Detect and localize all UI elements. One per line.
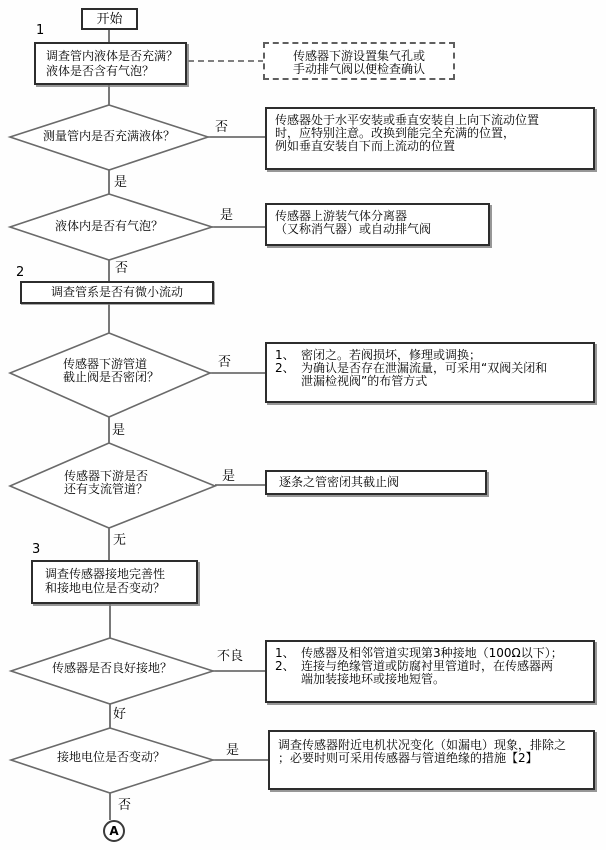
decision-bubbles-text: 液体内是否有气泡？	[54, 219, 164, 233]
result-box-gas-separator	[265, 203, 490, 246]
edge-label-d4-none: 无	[113, 533, 127, 548]
note-box-vent-line2: 手动排气阀以便检查确认	[292, 62, 425, 76]
process-box-micro-flow-text: 调查管系是否有微小流动	[50, 285, 183, 299]
item2-line2: 泄漏检视阀”的布管方式	[301, 374, 428, 388]
edge-label-d6-no: 否	[118, 798, 132, 813]
result-box-motor-leakage-line2: ；必要时则可采用传感器与管道绝缘的措施【2】	[278, 751, 538, 765]
start-label: 开始	[96, 11, 123, 27]
process-box-grounding-check-line2: 和接地电位是否变动？	[45, 581, 166, 595]
edge-label-d2-yes: 是	[220, 208, 234, 223]
result-box-close-branch-valves-text: 逐条之管密闭其截止阀	[279, 475, 400, 489]
decision-shutoff-valve-line2: 截止阀是否密闭？	[63, 370, 160, 384]
edge-label-d3-no: 否	[218, 355, 232, 370]
edge-label-d5-bad: 不良	[217, 649, 244, 664]
edge-label-d1-yes: 是	[114, 175, 128, 190]
decision-branch-pipes-text	[64, 470, 148, 496]
decision-good-grounding-text: 传感器是否良好接地？	[51, 661, 173, 675]
result-box-install-position-line2: 时，应特别注意。改换到能完全充满的位置，	[275, 126, 516, 140]
item2-line1: 为确认是否存在泄漏流量，可采用“双阀关闭和	[301, 361, 548, 375]
result-box-motor-leakage-line1: 调查传感器附近电机状况变化（如漏电）现象，排除之	[278, 738, 567, 752]
edge-label-d2-no: 否	[115, 261, 129, 276]
decision-shutoff-valve-text	[63, 358, 159, 384]
section-label-3: 3	[32, 542, 41, 557]
result-box-close-branch-valves	[265, 470, 487, 495]
decision-ground-potential-text: 接地电位是否变动？	[56, 750, 166, 764]
item2-number: 2、	[275, 361, 295, 375]
grounding-item2-number: 2、	[275, 659, 295, 673]
start-node	[81, 8, 138, 30]
decision-branch-pipes-line2: 还有支流管道？	[64, 482, 149, 496]
edge-label-d6-yes: 是	[226, 743, 240, 758]
section-label-2: 2	[16, 265, 25, 280]
item1-line1: 密闭之。若阀损坏，修理或调换；	[301, 348, 482, 362]
section-label-1: 1	[36, 23, 45, 38]
process-box-grounding-check	[31, 560, 198, 604]
process-box-micro-flow	[20, 281, 214, 304]
terminal-a-label: A	[109, 824, 119, 838]
grounding-item1-number: 1、	[275, 646, 295, 660]
result-box-install-position-line1: 传感器处于水平安装或垂直安装自上向下流动位置	[275, 113, 540, 127]
result-box-gas-separator-line1: 传感器上游装气体分离器	[275, 209, 408, 223]
decision-tube-full-text: 测量管内是否充满液体？	[42, 129, 176, 143]
edge-label-d3-yes: 是	[112, 423, 126, 438]
grounding-item2-line2: 端加装接地环或接地短管。	[301, 672, 446, 686]
note-box-vent	[263, 42, 455, 80]
result-box-install-position-line3: 例如垂直安装自下而上流动的位置	[275, 139, 456, 153]
edge-label-d4-yes: 是	[222, 469, 236, 484]
terminal-a	[103, 820, 125, 842]
result-box-motor-leakage	[268, 730, 595, 790]
process-box-liquid-check-line2: 液体是否含有气泡？	[46, 64, 155, 78]
result-box-grounding-fix-item2	[275, 660, 585, 686]
decision-shutoff-valve-line1: 传感器下游管道	[63, 357, 148, 371]
process-box-liquid-check	[34, 42, 187, 85]
result-box-valve-sealing	[265, 342, 595, 403]
result-box-install-position	[265, 107, 595, 170]
decision-branch-pipes-line1: 传感器下游是否	[64, 469, 149, 483]
process-box-grounding-check-line1: 调查传感器接地完善性	[45, 567, 166, 581]
result-box-valve-sealing-item2	[275, 362, 585, 388]
note-box-vent-line1: 传感器下游设置集气孔或	[292, 49, 425, 63]
edge-label-d1-no: 否	[215, 120, 229, 135]
grounding-item1-line1: 传感器及相邻管道实现第3种接地（100Ω以下）；	[301, 646, 563, 660]
result-box-gas-separator-line2: （又称消气器）或自动排气阀	[275, 222, 432, 236]
result-box-grounding-fix	[265, 640, 595, 703]
item1-number: 1、	[275, 348, 295, 362]
grounding-item2-line1: 连接与绝缘管道或防腐衬里管道时，在传感器两	[301, 659, 554, 673]
process-box-liquid-check-line1: 调查管内液体是否充满？	[46, 49, 179, 63]
edge-label-d5-good: 好	[113, 707, 127, 722]
